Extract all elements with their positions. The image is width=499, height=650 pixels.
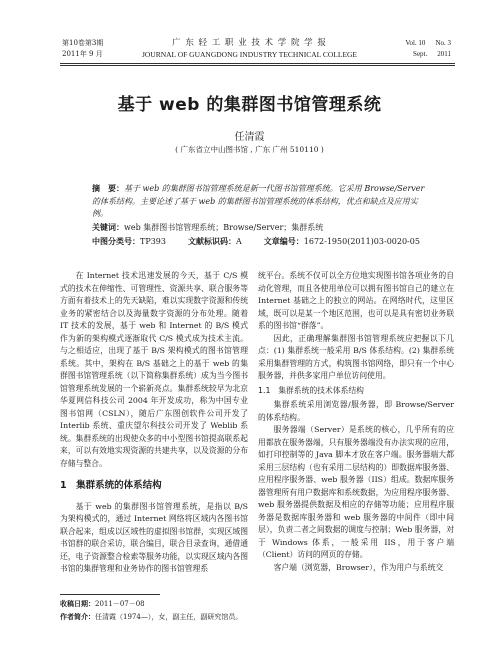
- issue-cn: 第10卷第3期: [62, 39, 104, 47]
- footnote: [60, 598, 242, 624]
- doccode-label: 文献标识码：: [188, 237, 236, 246]
- right-column: [258, 270, 454, 574]
- clc-label: 中图分类号：: [92, 237, 140, 246]
- article-author: 任清霞: [234, 132, 265, 143]
- volume-en: Vol. 10: [405, 39, 426, 47]
- articleno-label: 文章编号：: [263, 237, 304, 246]
- footnote-rule: [60, 594, 160, 595]
- server-paragraph: 服务器端（Server）是系统的核心，几乎所有的应用都放在服务器端，只有服务器端没有办法实现的应用，如打印控制等的 Java 脚本才放在客户端。服务器端大都采用三层结构（也有采用二层结构的）即数据库服务器、应用程序服务器、web 服务器（IIS）组成。数据库服务器管理所有用户数据库和系统数据，为应用程序服务器、web 服务器提供数据及相应的存储等功能；应用程序服务器是数据库服务器和 web 服务器的中间件（即中间层），负责二者之间数据的调度与控制；Web 服务器，对于 Windows 体系，一般采用 IIS，用于客户端（Client）访问的网页的存储。: [258, 425, 454, 559]
- received-date: 2011－07－08: [95, 600, 145, 608]
- section-1-paragraph: 基于 web 的集群图书馆管理系统，是指以 B/S 为架构模式的，通过 Internet 网络将区域内各图书馆联合起来，组成以区域性的虚拟图书馆群，实现区域图书馆群的联合采访，联合编目，联合目录查询，通借通还，电子资源整合检索等服务功能，以实现区域内各图书馆的集群管理和业务协作的图书馆管理系: [60, 501, 248, 573]
- journal-name-en: JOURNAL OF GUANGDONG INDUSTRY TECHNICAL COLLEGE: [141, 50, 358, 59]
- journal-name-cn: 广 东 轻 工 职 业 技 术 学 院 学 报: [172, 38, 327, 48]
- header-rule: [60, 63, 455, 64]
- keywords: [92, 222, 432, 234]
- year-en: 2011: [437, 50, 451, 58]
- architecture-paragraph: 集群系统采用浏览器/服务器，即 Browse/Server 的体系结构。: [258, 400, 454, 422]
- author-info-label: 作者简介：: [60, 613, 95, 621]
- number-en: No. 3: [435, 39, 451, 47]
- section-1-heading: 1 集群系统的体系结构: [60, 480, 162, 491]
- doccode-block: [188, 236, 242, 248]
- client-paragraph: 客户端（浏览器，Browser），作为用户与系统交: [273, 562, 444, 572]
- continued-paragraph: 统平台。系统不仅可以全方位地实现图书馆各项业务的自动化管理，而且各使用单位可以拥有图书馆自己的建立在 Internet 基础之上的独立的网站。在网络时代，这里区域，既可以是某一个地区范围，也可以是具有密切业务联系的图书馆“群落”。: [258, 271, 454, 330]
- header-rule-thin: [60, 65, 455, 66]
- abstract: [92, 182, 428, 221]
- clc-value: TP393: [140, 237, 166, 246]
- left-column: [60, 270, 248, 576]
- article-affiliation: ( 广东省立中山图书馆 , 广东 广州 510110 ): [175, 145, 324, 154]
- keywords-text: web 集群图书馆管理系统；Browse/Server；集群系统: [124, 223, 324, 232]
- abstract-text: 基于 web 的集群图书馆管理系统是新一代图书馆管理系统。它采用 Browse/Server 的体系结构。主要论述了基于 web 的集群图书馆管理系统的体系结构，优点和缺点及应用实例。: [92, 184, 425, 218]
- articleno-block: [264, 236, 420, 248]
- clc-block: [92, 236, 166, 248]
- month-en: Sept.: [413, 50, 428, 58]
- date-cn: 2011年 9 月: [62, 50, 103, 58]
- article-title: 基于 web 的集群图书馆管理系统: [117, 95, 382, 115]
- volume-info: [405, 38, 451, 60]
- subsection-1-1-heading: 1.1 集群系统的技术体系结构: [258, 385, 364, 395]
- author-info: 任清霞（1974—），女，副主任，副研究馆员。: [95, 613, 243, 621]
- classification-line: [92, 236, 432, 248]
- articleno-value: 1672-1950(2011)03-0020-05: [303, 237, 420, 246]
- doccode-value: A: [236, 237, 242, 246]
- keywords-label: 关键词：: [92, 223, 124, 232]
- received-label: 收稿日期：: [60, 600, 95, 608]
- abstract-label: 摘 要：: [92, 183, 124, 193]
- intro-paragraph: 在 Internet 技术迅速发展的今天，基于 C/S 模式的技术在伸缩性、可管理性、资源共享、联合服务等方面有着技术上的先天缺陷，难以实现数字资源和传统业务的紧密结合以及海量数字资源的分布处理。随着 IT 技术的发展，基于 web 和 Internet 的 B/S 模式作为新的架构模式逐渐取代 C/S 模式成为技术主流。与之相适应，出现了基于 B/S 架构模式的图书馆管理系统。其中，架构在 B/S 基础之上的基于 web 的集群图书馆管理系统（以下简称集群系统）成为当今图书馆管理系统发展的一个崭新亮点。集群系统较早为北京华夏网信科技公司 2004 年开发成功，称为中国专业图书馆网（CSLN），随后广东图创软件公司开发了 Interlib 系统、重庆望尔科技公司开发了 Weblib 系统。集群系统的出现使众多的中小型图书馆提高联系起来，可以有效地实现资源的共建共享，以及资源的分布存储与整合。: [60, 271, 248, 468]
- key-points-paragraph: 因此，正确理解集群图书馆管理系统应把握以下几点：(1) 集群系统一般采用 B/S 体系结构。(2) 集群系统采用集群管理的方式，构筑图书馆网络，即只有一个中心服务器，并供多家用户单位访问使用。: [258, 333, 454, 380]
